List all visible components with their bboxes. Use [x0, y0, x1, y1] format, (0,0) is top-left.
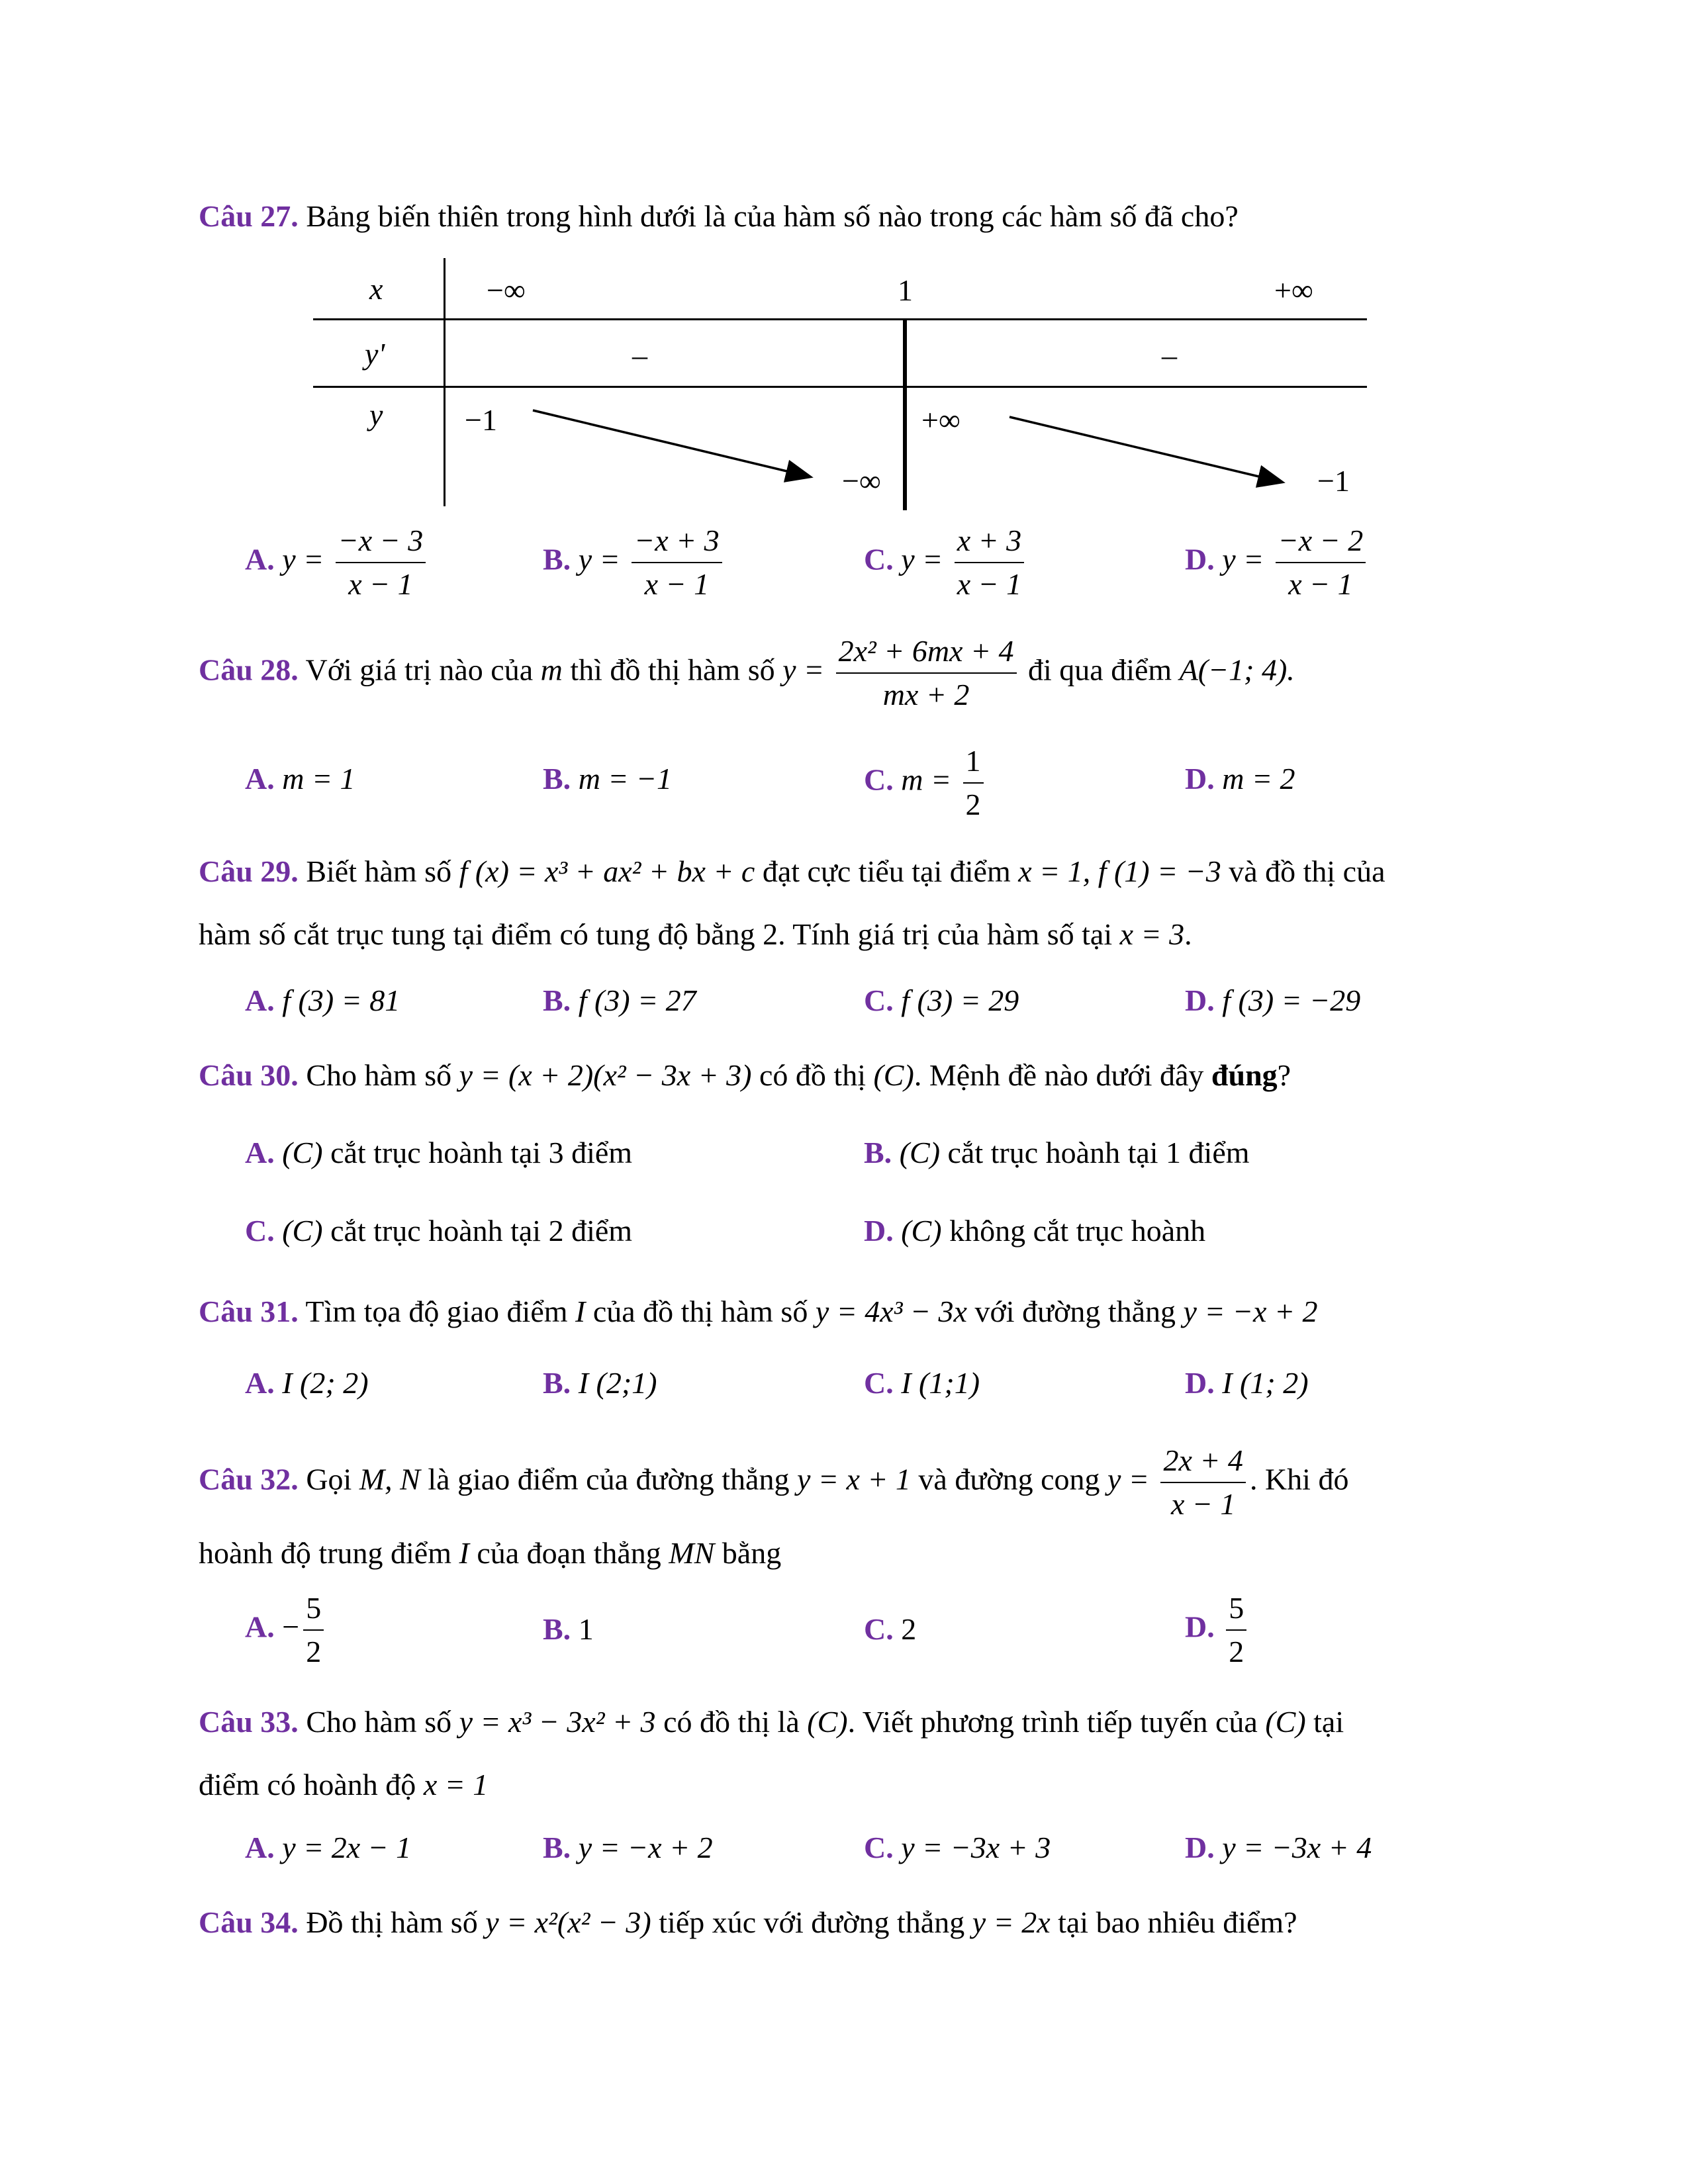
- q31-option-a[interactable]: A. I (2; 2): [245, 1366, 369, 1400]
- q33-option-b[interactable]: B. y = −x + 2: [543, 1831, 713, 1864]
- q30-label: Câu 30.: [199, 1058, 299, 1092]
- q32-option-c[interactable]: C. 2: [864, 1612, 917, 1646]
- q28-option-d[interactable]: D. m = 2: [1185, 762, 1295, 796]
- q28-option-c[interactable]: C. m = $\frac{1}{2}$: [864, 740, 988, 826]
- q29-option-a[interactable]: A. f (3) = 81: [245, 983, 400, 1017]
- q29-question-line2: hàm số cắt trục tung tại điểm có tung độ bằng 2. Tính giá trị của hàm số tại x = 3.: [199, 917, 1192, 951]
- q27-option-d[interactable]: D. y = $\frac{-x - 2}{x - 1}$: [1185, 520, 1370, 606]
- x-pos-infinity: +∞: [1274, 273, 1313, 307]
- q30-option-a[interactable]: A. (C) cắt trục hoành tại 3 điểm: [245, 1136, 633, 1169]
- row-label-x: x: [369, 272, 383, 306]
- q27-option-b[interactable]: B. y = $\frac{-x + 3}{x - 1}$: [543, 520, 726, 606]
- q33-label: Câu 33.: [199, 1705, 299, 1739]
- yprime-right-sign: –: [1162, 338, 1177, 372]
- q32-curve-fraction: $\frac{2x + 4}{x - 1}$: [1160, 1439, 1245, 1525]
- q31-option-d[interactable]: D. I (1; 2): [1185, 1366, 1309, 1400]
- q28-label: Câu 28.: [199, 653, 299, 687]
- y-right-top: +∞: [921, 403, 961, 437]
- q31-question: Câu 31. Tìm tọa độ giao điểm I của đồ thị hàm số y = 4x³ − 3x với đường thẳng y = −x + 2: [199, 1295, 1318, 1328]
- q29-option-d[interactable]: D. f (3) = −29: [1185, 983, 1361, 1017]
- y-right-bottom: −1: [1317, 464, 1350, 498]
- q29-question: Câu 29. Biết hàm số f (x) = x³ + ax² + bx + c đạt cực tiểu tại điểm x = 1, f (1) = −3 và đồ thị của: [199, 854, 1385, 888]
- q32-option-b[interactable]: B. 1: [543, 1612, 594, 1646]
- q32-option-a[interactable]: A. − $\frac{5}{2}$: [245, 1587, 328, 1673]
- q33-question-line2: điểm có hoành độ x = 1: [199, 1768, 489, 1801]
- q33-option-a[interactable]: A. y = 2x − 1: [245, 1831, 412, 1864]
- q30-question: Câu 30. Cho hàm số y = (x + 2)(x² − 3x + 3) có đồ thị (C). Mệnh đề nào dưới đây đúng?: [199, 1058, 1291, 1092]
- q30-option-d[interactable]: D. (C) không cắt trục hoành: [864, 1214, 1206, 1248]
- y-left-top: −1: [465, 403, 497, 437]
- q34-label: Câu 34.: [199, 1905, 299, 1939]
- q32-option-d[interactable]: D. $\frac{5}{2}$: [1185, 1587, 1250, 1673]
- decreasing-arrow-right: [1009, 417, 1281, 482]
- q27-option-a[interactable]: A. y = $\frac{-x - 3}{x - 1}$: [245, 520, 430, 606]
- q33-question: Câu 33. Cho hàm số y = x³ − 3x² + 3 có đồ thị là (C). Viết phương trình tiếp tuyến của (C) tại: [199, 1705, 1344, 1739]
- q31-option-c[interactable]: C. I (1;1): [864, 1366, 980, 1400]
- q27-option-c[interactable]: C. y = $\frac{x + 3}{x - 1}$: [864, 520, 1028, 606]
- q30-option-c[interactable]: C. (C) cắt trục hoành tại 2 điểm: [245, 1214, 633, 1248]
- q29-option-c[interactable]: C. f (3) = 29: [864, 983, 1019, 1017]
- yprime-left-sign: –: [632, 338, 647, 372]
- q34-question: Câu 34. Đồ thị hàm số y = x²(x² − 3) tiếp xúc với đường thẳng y = 2x tại bao nhiêu điểm?: [199, 1905, 1297, 1939]
- q28-option-b[interactable]: B. m = −1: [543, 762, 672, 796]
- y-left-bottom: −∞: [842, 464, 881, 498]
- q32-label: Câu 32.: [199, 1462, 299, 1496]
- q31-label: Câu 31.: [199, 1295, 299, 1328]
- table-arrows: [0, 0, 1688, 529]
- q27-text: Bảng biến thiên trong hình dưới là của hàm số nào trong các hàm số đã cho?: [306, 199, 1239, 233]
- q33-option-d[interactable]: D. y = −3x + 4: [1185, 1831, 1372, 1864]
- row-label-y: y: [369, 398, 383, 432]
- q28-question: Câu 28. Với giá trị nào của m thì đồ thị hàm số y = $\frac{\text{2x² + 6mx + 4}}{mx + 2}$ đi qua điểm A(−1; 4).: [199, 630, 1295, 716]
- q27-label: Câu 27.: [199, 199, 299, 233]
- row-label-yprime: y': [365, 337, 385, 371]
- x-one: 1: [898, 273, 913, 307]
- q28-option-a[interactable]: A. m = 1: [245, 762, 355, 796]
- q32-question-line2: hoành độ trung điểm I của đoạn thẳng MN bằng: [199, 1536, 782, 1570]
- decreasing-arrow-left: [533, 410, 809, 477]
- q28-function-fraction: $\frac{\text{2x² + 6mx + 4}}{mx + 2}$: [836, 630, 1017, 716]
- q29-label: Câu 29.: [199, 854, 299, 888]
- q29-option-b[interactable]: B. f (3) = 27: [543, 983, 696, 1017]
- q30-option-b[interactable]: B. (C) cắt trục hoành tại 1 điểm: [864, 1136, 1250, 1169]
- q31-option-b[interactable]: B. I (2;1): [543, 1366, 657, 1400]
- q32-question: Câu 32. Gọi M, N là giao điểm của đường thẳng y = x + 1 và đường cong y = $\frac{2x + 4}{x - 1}$ . Khi đó: [199, 1439, 1348, 1525]
- q33-option-c[interactable]: C. y = −3x + 3: [864, 1831, 1051, 1864]
- x-neg-infinity: −∞: [487, 273, 526, 307]
